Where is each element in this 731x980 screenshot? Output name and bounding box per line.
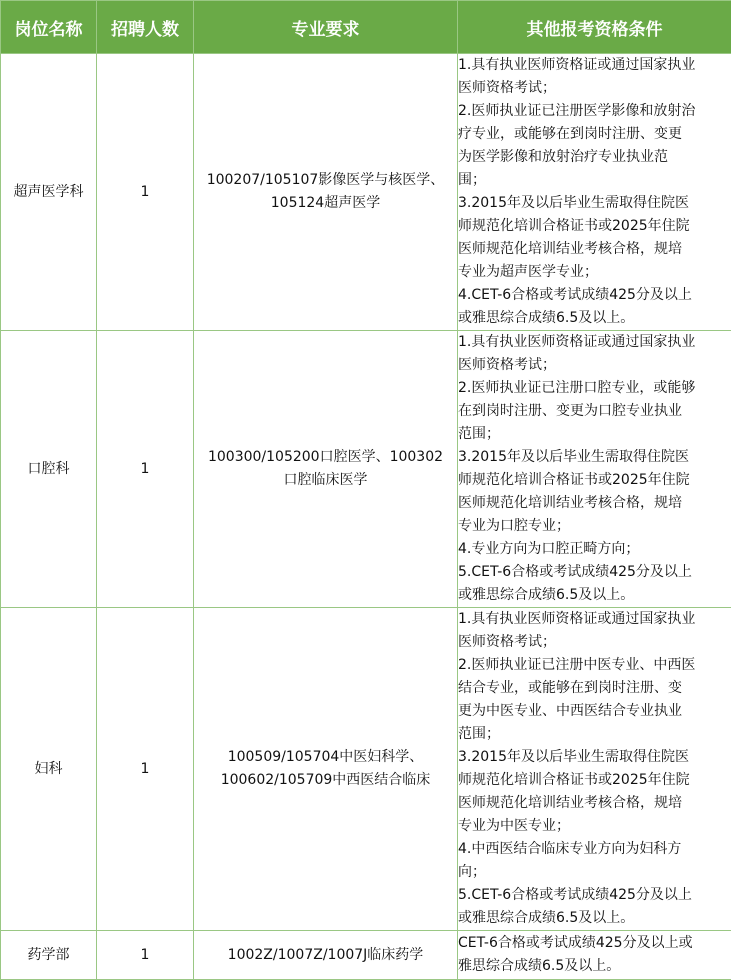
condition-line: 师规范化培训合格证书或2025年住院 [458,469,731,492]
header-conditions: 其他报考资格条件 [458,1,731,54]
condition-line: 在到岗时注册、变更为口腔专业执业 [458,400,731,423]
header-position: 岗位名称 [1,1,97,54]
condition-line: 雅思综合成绩6.5及以上。 [458,955,731,978]
condition-line: 或雅思综合成绩6.5及以上。 [458,584,731,607]
conditions-cell [458,931,731,980]
table-row [1,608,731,931]
major-line: 1002Z/1007Z/1007J临床药学 [194,944,457,967]
count-cell: 1 [97,931,194,980]
condition-line: 或雅思综合成绩6.5及以上。 [458,907,731,930]
table-row [1,931,731,980]
major-cell [194,331,458,608]
major-cell [194,931,458,980]
count-cell: 1 [97,331,194,608]
condition-line: 5.CET-6合格或考试成绩425分及以上 [458,884,731,907]
condition-line: 结合专业，或能够在到岗时注册、变 [458,677,731,700]
condition-line: 4.专业方向为口腔正畸方向； [458,538,731,561]
major-line: 100300/105200口腔医学、100302 [194,446,457,469]
condition-line: 1.具有执业医师资格证或通过国家执业 [458,608,731,631]
condition-line: 2.医师执业证已注册医学影像和放射治 [458,100,731,123]
count-cell: 1 [97,608,194,931]
major-line: 100509/105704中医妇科学、 [194,746,457,769]
position-cell: 口腔科 [1,331,97,608]
condition-line: 范围； [458,723,731,746]
condition-line: 3.2015年及以后毕业生需取得住院医 [458,746,731,769]
header-major: 专业要求 [194,1,458,54]
condition-line: 疗专业，或能够在到岗时注册、变更 [458,123,731,146]
major-cell [194,54,458,331]
condition-line: 4.中西医结合临床专业方向为妇科方 [458,838,731,861]
condition-line: 3.2015年及以后毕业生需取得住院医 [458,446,731,469]
position-cell: 超声医学科 [1,54,97,331]
header-count: 招聘人数 [97,1,194,54]
major-line: 口腔临床医学 [194,469,457,492]
major-line: 100207/105107影像医学与核医学、 [194,169,457,192]
condition-line: 3.2015年及以后毕业生需取得住院医 [458,192,731,215]
condition-line: 1.具有执业医师资格证或通过国家执业 [458,54,731,77]
condition-line: 专业为口腔专业； [458,515,731,538]
conditions-cell [458,54,731,331]
condition-line: 向； [458,861,731,884]
major-cell [194,608,458,931]
condition-line: 或雅思综合成绩6.5及以上。 [458,307,731,330]
table-row [1,54,731,331]
condition-line: 医师资格考试； [458,631,731,654]
conditions-cell [458,608,731,931]
condition-line: 专业为超声医学专业； [458,261,731,284]
position-cell: 妇科 [1,608,97,931]
condition-line: 医师资格考试； [458,354,731,377]
condition-line: 1.具有执业医师资格证或通过国家执业 [458,331,731,354]
condition-line: 专业为中医专业； [458,815,731,838]
condition-line: 2.医师执业证已注册口腔专业，或能够 [458,377,731,400]
condition-line: 师规范化培训合格证书或2025年住院 [458,769,731,792]
condition-line: 医师规范化培训结业考核合格，规培 [458,792,731,815]
major-line: 105124超声医学 [194,192,457,215]
condition-line: 师规范化培训合格证书或2025年住院 [458,215,731,238]
condition-line: 范围； [458,423,731,446]
condition-line: 4.CET-6合格或考试成绩425分及以上 [458,284,731,307]
condition-line: CET-6合格或考试成绩425分及以上或 [458,932,731,955]
condition-line: 围； [458,169,731,192]
condition-line: 医师规范化培训结业考核合格，规培 [458,238,731,261]
count-cell: 1 [97,54,194,331]
condition-line: 2.医师执业证已注册中医专业、中西医 [458,654,731,677]
condition-line: 医师资格考试； [458,77,731,100]
condition-line: 为医学影像和放射治疗专业执业范 [458,146,731,169]
condition-line: 5.CET-6合格或考试成绩425分及以上 [458,561,731,584]
table-row [1,331,731,608]
position-cell: 药学部 [1,931,97,980]
table-header-row [1,1,731,54]
condition-line: 医师规范化培训结业考核合格，规培 [458,492,731,515]
conditions-cell [458,331,731,608]
condition-line: 更为中医专业、中西医结合专业执业 [458,700,731,723]
major-line: 100602/105709中西医结合临床 [194,769,457,792]
